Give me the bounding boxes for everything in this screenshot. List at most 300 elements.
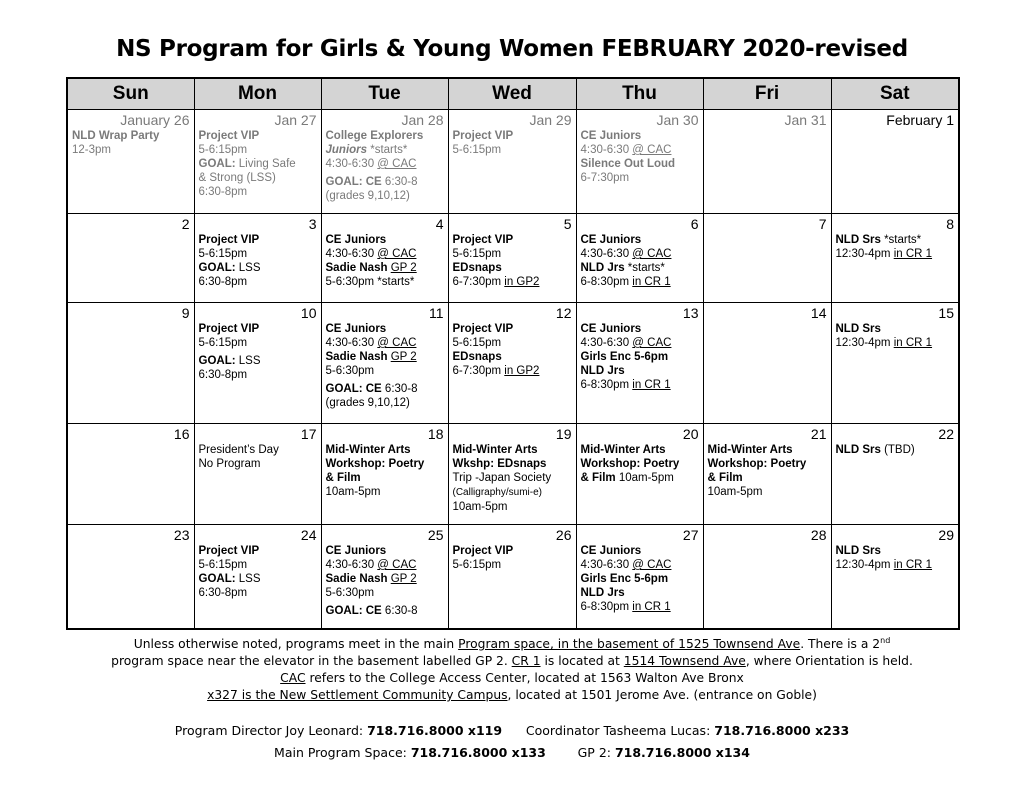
day-cell	[67, 525, 194, 629]
event-text: 5-6:30pm *starts*	[325, 276, 415, 288]
day-cell	[576, 214, 703, 303]
day-number: 23	[173, 527, 190, 543]
event-text: LSS	[235, 573, 261, 585]
event-line	[836, 247, 955, 261]
day-number: 26	[555, 527, 572, 543]
note-line-1	[0, 636, 1024, 653]
event-line	[326, 129, 444, 143]
event-text: CE Juniors	[580, 234, 642, 246]
day-cell	[448, 110, 576, 214]
day-cell	[576, 424, 703, 525]
event-text: *starts*	[624, 262, 665, 274]
event-location: in GP2	[504, 365, 540, 377]
event-text: 5-6:15pm	[452, 144, 502, 156]
day-number: 27	[682, 527, 699, 543]
event-line	[326, 275, 444, 289]
contact-line-2	[0, 742, 1024, 764]
weekday-wed: Wed	[448, 78, 576, 110]
event-location: in CR 1	[632, 379, 671, 391]
event-line	[581, 233, 699, 247]
event-location: @ CAC	[632, 248, 672, 260]
day-cell	[321, 110, 448, 214]
day-number: 6	[690, 216, 699, 232]
note-text: x327 is the New Settlement Community Campus	[207, 688, 508, 702]
contact-info	[0, 720, 1024, 764]
event-text: 6-7:30pm	[452, 276, 505, 288]
event-line	[453, 275, 572, 289]
event-text: (Calligraphy/sumi-e)	[452, 487, 542, 498]
event-text: EDsnaps	[452, 351, 502, 363]
event-line	[453, 500, 572, 514]
day-number: 15	[938, 305, 954, 321]
event-line	[199, 247, 317, 261]
event-line	[199, 586, 317, 600]
event-line	[326, 261, 444, 275]
day-cell	[703, 110, 831, 214]
weekday-tue: Tue	[321, 78, 448, 110]
event-text: Project VIP	[198, 545, 260, 557]
note-text: CAC	[280, 671, 306, 685]
weekday-sat: Sat	[831, 78, 959, 110]
event-text: LSS	[235, 355, 261, 367]
event-text: GOAL: CE	[325, 176, 382, 188]
day-cell	[576, 303, 703, 424]
event-text: 12:30-4pm	[835, 559, 894, 571]
event-text: NLD Srs	[835, 234, 881, 246]
event-line	[326, 544, 444, 558]
event-line	[453, 443, 572, 457]
note-text: Program space, in the basement of 1525 Townsend Ave	[458, 637, 801, 651]
day-number: 12	[555, 305, 572, 321]
day-number: Jan 27	[274, 112, 317, 128]
event-text: Project VIP	[452, 323, 514, 335]
event-text: 6:30-8	[381, 605, 418, 617]
event-line	[199, 572, 317, 586]
event-line	[326, 364, 444, 378]
weekday-sun: Sun	[67, 78, 194, 110]
event-text: 6:30-8	[381, 383, 418, 395]
event-line	[326, 189, 444, 203]
event-line	[453, 364, 572, 378]
event-location: @ CAC	[377, 559, 417, 571]
event-text: 5-6:30pm	[325, 587, 375, 599]
event-text: NLD Jrs	[580, 587, 625, 599]
day-cell	[703, 525, 831, 629]
note-line-3	[0, 670, 1024, 687]
event-text: 4:30-6:30	[325, 248, 378, 260]
event-text: NLD Wrap Party	[72, 130, 160, 142]
event-line	[199, 185, 317, 199]
day-number: 28	[810, 527, 827, 543]
event-text: Silence Out Loud	[580, 158, 676, 170]
event-location: in CR 1	[632, 601, 671, 613]
event-text: NLD Jrs	[580, 262, 625, 274]
note-text: program space near the elevator in the basement labelled GP 2.	[111, 654, 512, 668]
day-number: 24	[300, 527, 317, 543]
event-line	[581, 443, 699, 457]
event-text: 6-7:30pm	[452, 365, 505, 377]
event-location: GP 2	[390, 262, 417, 274]
weekday-thu: Thu	[576, 78, 703, 110]
event-text: GOAL: CE	[325, 605, 382, 617]
event-text: President’s Day	[198, 444, 279, 456]
day-cell	[831, 214, 959, 303]
day-cell	[448, 214, 576, 303]
event-line	[199, 354, 317, 368]
event-text: 5-6:15pm	[198, 248, 248, 260]
event-line	[708, 471, 827, 485]
day-number: Jan 28	[401, 112, 444, 128]
week-row	[67, 525, 959, 629]
event-line	[581, 457, 699, 471]
event-location: @ CAC	[377, 337, 417, 349]
day-cell	[448, 303, 576, 424]
coordinator-phone: 718.716.8000 x233	[714, 723, 850, 738]
day-cell	[67, 303, 194, 424]
event-line	[453, 129, 572, 143]
event-text: Workshop: Poetry	[580, 458, 680, 470]
note-text: . There is a 2	[800, 637, 881, 651]
event-text: 6-8:30pm	[580, 276, 633, 288]
event-line	[453, 247, 572, 261]
event-text: NLD Srs	[835, 545, 881, 557]
day-number: 29	[938, 527, 954, 543]
event-text: (grades 9,10,12)	[325, 190, 410, 202]
event-text: 4:30-6:30	[580, 559, 633, 571]
day-number: 13	[682, 305, 699, 321]
event-text: 4:30-6:30	[325, 337, 378, 349]
event-text: Project VIP	[452, 130, 514, 142]
note-text: , located at 1501 Jerome Ave. (entrance on Goble)	[507, 688, 817, 702]
event-line	[199, 336, 317, 350]
day-number: 11	[428, 305, 444, 321]
event-line	[581, 157, 699, 171]
event-line	[581, 544, 699, 558]
event-text: College Explorers	[325, 130, 424, 142]
event-text: GOAL:	[198, 355, 236, 367]
day-number: 18	[427, 426, 444, 442]
event-text: (grades 9,10,12)	[325, 397, 410, 409]
gp2-label: GP 2:	[577, 745, 615, 760]
event-location: @ CAC	[377, 158, 417, 170]
event-line	[581, 600, 699, 614]
week-row	[67, 110, 959, 214]
event-location: @ CAC	[632, 144, 672, 156]
event-line	[199, 558, 317, 572]
day-cell	[321, 303, 448, 424]
event-text: NLD Srs	[835, 444, 881, 456]
day-cell	[831, 525, 959, 629]
event-text: 10am-5pm	[707, 486, 763, 498]
page-title: NS Program for Girls & Young Women FEBRUARY 2020-revised	[116, 36, 908, 62]
event-text: CE Juniors	[325, 323, 387, 335]
event-line	[199, 261, 317, 275]
day-cell	[831, 424, 959, 525]
day-number: 2	[181, 216, 190, 232]
event-location: @ CAC	[377, 248, 417, 260]
day-number: February 1	[886, 112, 954, 128]
event-text: Girls Enc 5-6pm	[580, 573, 669, 585]
event-line	[326, 572, 444, 586]
event-line	[836, 544, 955, 558]
day-number: 21	[810, 426, 827, 442]
weekday-mon: Mon	[194, 78, 321, 110]
event-line	[199, 457, 317, 471]
event-text: 5-6:15pm	[452, 248, 502, 260]
event-line	[581, 247, 699, 261]
event-text: Project VIP	[198, 234, 260, 246]
event-line	[581, 275, 699, 289]
day-number: 16	[173, 426, 190, 442]
day-cell	[67, 214, 194, 303]
day-cell	[703, 214, 831, 303]
note-line-2	[0, 653, 1024, 670]
event-text: 10am-5pm	[452, 501, 508, 513]
event-text: Project VIP	[198, 130, 260, 142]
day-cell	[831, 303, 959, 424]
event-line	[708, 485, 827, 499]
event-text: CE Juniors	[580, 545, 642, 557]
event-line	[326, 443, 444, 457]
day-number: Jan 30	[656, 112, 699, 128]
event-line	[326, 382, 444, 396]
event-text: & Film	[580, 472, 616, 484]
event-line	[836, 233, 955, 247]
event-text: Sadie Nash	[325, 573, 391, 585]
coordinator-label: Coordinator Tasheema Lucas:	[525, 723, 715, 738]
event-text: 6:30-8pm	[198, 369, 248, 381]
day-number: January 26	[120, 112, 190, 128]
event-location: @ CAC	[632, 559, 672, 571]
event-line	[836, 336, 955, 350]
event-line	[326, 586, 444, 600]
event-location: in CR 1	[893, 248, 933, 260]
event-line	[326, 157, 444, 171]
day-number: 9	[181, 305, 190, 321]
day-number: 5	[563, 216, 572, 232]
event-text: 4:30-6:30	[325, 559, 378, 571]
calendar-grid	[66, 77, 960, 630]
note-text: CR 1	[511, 654, 541, 668]
event-text: 5-6:15pm	[198, 144, 248, 156]
event-line	[581, 261, 699, 275]
event-line	[72, 129, 190, 143]
event-text: Project VIP	[452, 234, 514, 246]
event-text: 6-7:30pm	[580, 172, 630, 184]
main-space-label: Main Program Space:	[274, 745, 411, 760]
event-line	[453, 350, 572, 364]
event-line	[199, 322, 317, 336]
event-line	[72, 143, 190, 157]
event-text: *starts*	[367, 144, 408, 156]
event-line	[453, 261, 572, 275]
day-number: 10	[300, 305, 317, 321]
event-text: 10am-5pm	[325, 486, 381, 498]
day-cell	[321, 214, 448, 303]
event-text: GOAL:	[198, 573, 236, 585]
event-text: 4:30-6:30	[580, 144, 633, 156]
event-location: in GP2	[504, 276, 540, 288]
gp2-phone: 718.716.8000 x134	[614, 745, 750, 760]
event-text: Mid-Winter Arts	[580, 444, 666, 456]
event-line	[326, 336, 444, 350]
event-line	[326, 396, 444, 410]
event-line	[581, 572, 699, 586]
event-line	[453, 233, 572, 247]
event-text: Girls Enc 5-6pm	[580, 351, 669, 363]
day-number: Jan 29	[529, 112, 572, 128]
event-location: in CR 1	[893, 337, 933, 349]
day-cell	[67, 424, 194, 525]
day-cell	[576, 525, 703, 629]
event-text: Sadie Nash	[325, 351, 391, 363]
event-text: & Film	[707, 472, 743, 484]
event-text: Project VIP	[198, 323, 260, 335]
event-line	[581, 586, 699, 600]
day-cell	[194, 303, 321, 424]
day-cell	[321, 525, 448, 629]
event-location: in CR 1	[893, 559, 933, 571]
day-cell	[321, 424, 448, 525]
day-cell	[576, 110, 703, 214]
event-text: *starts*	[880, 234, 922, 246]
event-text: 4:30-6:30	[580, 248, 633, 260]
day-cell	[448, 525, 576, 629]
weekday-fri: Fri	[703, 78, 831, 110]
event-line	[453, 471, 572, 485]
event-line	[581, 558, 699, 572]
event-text: Workshop: Poetry	[325, 458, 425, 470]
event-text: 4:30-6:30	[325, 158, 378, 170]
day-cell	[194, 525, 321, 629]
event-line	[581, 171, 699, 185]
event-line	[199, 171, 317, 185]
note-text: is located at	[540, 654, 624, 668]
event-line	[199, 233, 317, 247]
event-text: (TBD)	[880, 444, 915, 456]
event-text: Mid-Winter Arts	[707, 444, 793, 456]
week-row	[67, 303, 959, 424]
event-line	[326, 485, 444, 499]
event-text: 6-8:30pm	[580, 601, 633, 613]
event-line	[581, 378, 699, 392]
event-line	[836, 322, 955, 336]
event-line	[199, 129, 317, 143]
event-text: 12:30-4pm	[835, 337, 894, 349]
event-text: GOAL:	[198, 158, 236, 170]
day-number: 19	[555, 426, 572, 442]
event-line	[581, 350, 699, 364]
day-number: 22	[938, 426, 954, 442]
event-text: 6:30-8	[381, 176, 418, 188]
event-text: 6-8:30pm	[580, 379, 633, 391]
event-text: CE Juniors	[580, 323, 642, 335]
event-location: @ CAC	[632, 337, 672, 349]
day-number: 7	[818, 216, 827, 232]
note-text: refers to the College Access Center, located at 1563 Walton Ave Bronx	[305, 671, 744, 685]
event-text: Mid-Winter Arts	[325, 444, 411, 456]
event-line	[836, 443, 955, 457]
event-line	[453, 322, 572, 336]
event-location: GP 2	[390, 351, 417, 363]
event-text: Living Safe	[235, 158, 296, 170]
event-text: 5-6:15pm	[198, 337, 248, 349]
event-text: 5-6:15pm	[452, 559, 502, 571]
day-cell	[831, 110, 959, 214]
event-line	[453, 143, 572, 157]
note-text: Unless otherwise noted, programs meet in the main	[133, 637, 459, 651]
event-text: & Strong (LSS)	[198, 172, 276, 184]
contact-line-1	[0, 720, 1024, 742]
day-number: 14	[810, 305, 827, 321]
event-text: No Program	[198, 458, 261, 470]
day-number: 8	[946, 216, 954, 232]
event-line	[453, 457, 572, 471]
day-cell	[703, 424, 831, 525]
event-text: CE Juniors	[325, 234, 387, 246]
event-text: 5-6:15pm	[452, 337, 502, 349]
event-text: 5-6:15pm	[198, 559, 248, 571]
event-line	[581, 322, 699, 336]
event-line	[326, 471, 444, 485]
event-text: Trip -Japan Society	[452, 472, 552, 484]
event-text: & Film	[325, 472, 361, 484]
day-cell	[194, 110, 321, 214]
event-location: in CR 1	[632, 276, 671, 288]
day-number: 4	[435, 216, 444, 232]
event-text: EDsnaps	[452, 262, 502, 274]
director-phone: 718.716.8000 x119	[367, 723, 503, 738]
week-row	[67, 214, 959, 303]
event-line	[199, 143, 317, 157]
event-line	[326, 175, 444, 189]
event-text: Workshop: Poetry	[707, 458, 807, 470]
event-line	[581, 129, 699, 143]
event-text: 12:30-4pm	[835, 248, 894, 260]
week-row	[67, 424, 959, 525]
event-text: 5-6:30pm	[325, 365, 375, 377]
day-cell	[67, 110, 194, 214]
event-line	[581, 471, 699, 485]
event-line	[326, 457, 444, 471]
event-line	[581, 336, 699, 350]
director-label: Program Director Joy Leonard:	[174, 723, 368, 738]
event-line	[199, 157, 317, 171]
event-text: CE Juniors	[580, 130, 642, 142]
note-text: nd	[880, 635, 891, 645]
event-line	[326, 247, 444, 261]
event-text: Juniors	[325, 144, 368, 156]
weekday-header-row	[67, 78, 959, 110]
event-line	[581, 143, 699, 157]
event-text: 10am-5pm	[615, 472, 674, 484]
event-line	[581, 364, 699, 378]
event-text: 6:30-8pm	[198, 587, 248, 599]
event-location: GP 2	[390, 573, 417, 585]
note-text: , where Orientation is held.	[745, 654, 913, 668]
main-space-phone: 718.716.8000 x133	[410, 745, 546, 760]
event-text: CE Juniors	[325, 545, 387, 557]
event-text: Sadie Nash	[325, 262, 391, 274]
day-cell	[703, 303, 831, 424]
event-line	[199, 275, 317, 289]
day-cell	[194, 214, 321, 303]
note-text: 1514 Townsend Ave	[623, 654, 746, 668]
event-line	[708, 443, 827, 457]
day-number: Jan 31	[784, 112, 827, 128]
event-line	[199, 544, 317, 558]
day-cell	[448, 424, 576, 525]
